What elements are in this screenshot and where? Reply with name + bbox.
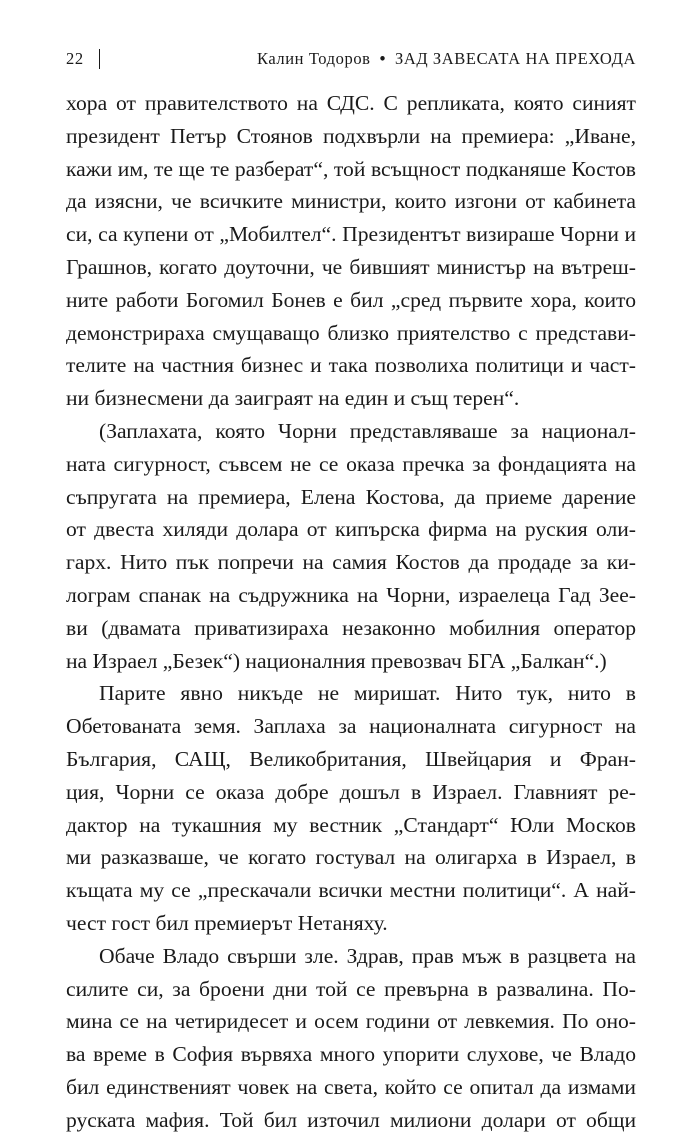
text-line: мина се на четиридесет и осем години от левкемия. По оно- [66, 1009, 636, 1034]
text-line: силите си, за броени дни той се превърна в развалина. По- [66, 976, 636, 1001]
text-line: Обетованата земя. Заплаха за националната сигурност на [66, 714, 636, 739]
author-name: Калин Тодоров [256, 49, 371, 68]
text-line: руската мафия. Той бил източил милиони долари от общи [66, 1107, 636, 1132]
page-number: 22 [66, 49, 84, 68]
text-line: Грашнов, когато доуточни, че бившият министър на вътреш- [66, 254, 636, 279]
text-line: хора от правителството на СДС. С репликата, която синият [66, 91, 636, 115]
text-line: бил единственият човек на света, който се опитал да измами [66, 1074, 636, 1099]
text-line: гарх. Нито пък попречи на самия Костов да продаде за ки- [66, 550, 636, 575]
running-head [66, 46, 636, 72]
header-bullet: • [379, 49, 386, 68]
paragraph-first-line: Парите явно никъде не миришат. Нито тук, нито в [99, 681, 636, 706]
text-line: демонстрираха смущаващо близко приятелство с представи- [66, 320, 636, 345]
text-line: лограм спанак на съдружника на Чорни, израелеца Гад Зее- [66, 582, 636, 607]
text-line: ните работи Богомил Бонев е бил „сред първите хора, които [66, 287, 636, 312]
text-line: ва време в София вървяха много упорити слухове, че Владо [66, 1042, 636, 1067]
text-line: от двеста хиляди долара от кипърска фирма на руския оли- [66, 517, 636, 542]
paragraph-first-line: Обаче Владо свърши зле. Здрав, прав мъж в разцвета на [99, 943, 636, 968]
text-line: къщата му се „прескачали всички местни политици“. А най- [66, 878, 636, 903]
text-line: дактор на тукашния му вестник „Стандарт“ Юли Москов [66, 812, 636, 837]
text-line: на Израел „Безек“) националния превозвач БГА „Балкан“.) [66, 648, 607, 673]
text-line: кажи им, те ще те разберат“, той всъщност подканяше Костов [66, 156, 636, 181]
paragraph-first-line: (Заплахата, която Чорни представляваше за национал- [99, 418, 636, 443]
text-line: ми разказваше, че когато гостувал на олигарха в Израел, в [66, 845, 636, 870]
text-line: съпругата на премиера, Елена Костова, да приеме дарение [66, 484, 636, 509]
header-divider [99, 49, 100, 69]
text-line: телите на частния бизнес и така позволиха политици и част- [66, 353, 636, 378]
text-line: си, са купени от „Мобилтел“. Президентът визираше Чорни и [66, 222, 636, 247]
text-line: президент Петър Стоянов подхвърли на премиера: „Иване, [66, 123, 636, 148]
text-line: да изясни, че всичките министри, които изгони от кабинета [66, 189, 636, 214]
text-line: ция, Чорни се оказа добре дошъл в Израел. Главният ре- [66, 779, 636, 804]
text-line: ви (двамата приватизираха незаконно мобилния оператор [66, 615, 636, 640]
text-line: България, САЩ, Великобритания, Швейцария и Фран- [66, 746, 636, 771]
body-text [66, 87, 636, 1137]
book-title: ЗАД ЗАВЕСАТА НА ПРЕХОДА [394, 49, 636, 68]
text-line: ни бизнесмени да заиграят на един и същ терен“. [66, 386, 520, 411]
text-line: ната сигурност, съвсем не се оказа пречка за фондацията на [66, 451, 636, 476]
text-line: чест гост бил премиерът Нетаняху. [66, 910, 388, 935]
header-title-group [257, 46, 636, 72]
